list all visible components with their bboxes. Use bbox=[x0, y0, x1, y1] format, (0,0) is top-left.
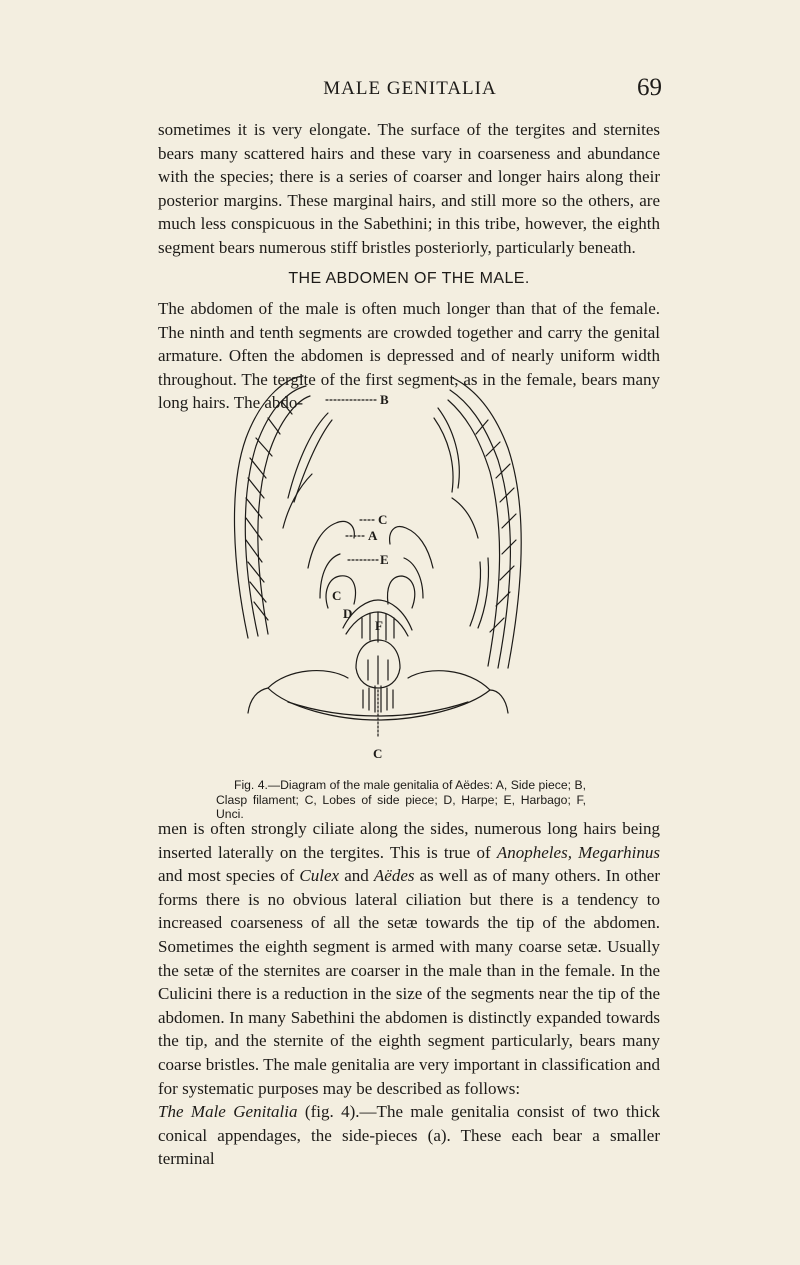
genitalia-diagram bbox=[228, 368, 528, 771]
harpe-left bbox=[308, 521, 354, 568]
left-clasp-filament bbox=[288, 413, 328, 498]
paragraph-3 bbox=[158, 817, 660, 1171]
figure-4-genitalia-diagram bbox=[228, 368, 528, 771]
p3-text-a: men is often strongly ciliate along the sides, numerous long hairs being inserted laterally on the tergites. This is true of bbox=[158, 819, 660, 862]
page-number: 69 bbox=[637, 74, 662, 101]
label-c-top: C bbox=[378, 512, 388, 527]
p3-italic-1: Anopheles, Megarhinus bbox=[496, 842, 660, 862]
label-e: E bbox=[380, 552, 389, 567]
p3-text-c: and bbox=[339, 866, 374, 886]
label-b: B bbox=[380, 392, 389, 407]
figure-caption-text: Fig. 4.—Diagram of the male genitalia of Aëdes: A, Side piece; B, Clasp filament; C, Lobes of side piece; D, Harpe; E, Harbago; F, Unci. bbox=[216, 778, 586, 821]
p3-italic-3: Aëdes bbox=[373, 866, 415, 886]
paragraph-1-text: sometimes it is very elongate. The surface of the tergites and sternites bears many scattered hairs and these vary in coarseness and abundance with the species; there is a series of coarser and longer hairs along their posterior margins. These marginal hairs, and still more so the others, are much less conspicuous in the Sabethini; in this tribe, however, the eighth segment bears numerous stiff bristles posteriorly, particularly beneath. bbox=[158, 120, 660, 257]
section-heading: THE ABDOMEN OF THE MALE. bbox=[288, 270, 530, 287]
left-side-piece-outline bbox=[234, 376, 303, 638]
p3-italic-2: Culex bbox=[299, 866, 340, 886]
label-c-bottom: C bbox=[373, 746, 383, 761]
p3-text-b: and most species of bbox=[158, 866, 300, 886]
p3-italic-heading: The Male Genitalia bbox=[158, 1102, 298, 1122]
harpe-right bbox=[390, 527, 433, 568]
label-d: D bbox=[343, 606, 353, 621]
paragraph-1 bbox=[158, 118, 660, 260]
label-f: F bbox=[375, 618, 383, 633]
paragraph-3b bbox=[158, 1100, 660, 1171]
label-a: A bbox=[368, 528, 378, 543]
running-title: MALE GENITALIA bbox=[323, 78, 497, 99]
p3-text-d: as well as of many others. In other forms there is no obvious lateral ciliation but there is a tendency to increased coarseness of all the setæ towards the tip of the abdomen. Sometimes the eighth segment is armed with many coarse setæ. Usually the setæ of the sternites are coarser in the male than in the female. In the Culicini there is a reduction in the size of the segments near the tip of the abdomen. In many Sabethini the abdomen is distinctly expanded towards the tip, and the sternite of the eighth segment particularly, bears many coarse bristles. The male genitalia are very important in classification and for systematic purposes may be described as follows: bbox=[158, 866, 661, 1098]
paragraph-2-text: The abdomen of the male is often much longer than that of the female. The ninth and tenth segments are crowded together and carry the genital armature. Often the abdomen is depressed and of nearly uniform width throughout. The tergite of the first segment, as in the female, bears many long hairs. The abdo- bbox=[158, 299, 660, 413]
figure-caption bbox=[216, 778, 586, 822]
tenth-segment bbox=[268, 671, 490, 690]
paragraph-3a bbox=[158, 817, 660, 1100]
label-c-left: C bbox=[332, 588, 342, 603]
p3-text-e: (fig. 4).—The male genitalia consist of two thick conical appendages, the side-pieces (a). These each bear a smaller terminal bbox=[158, 1102, 660, 1169]
running-head bbox=[158, 76, 662, 102]
